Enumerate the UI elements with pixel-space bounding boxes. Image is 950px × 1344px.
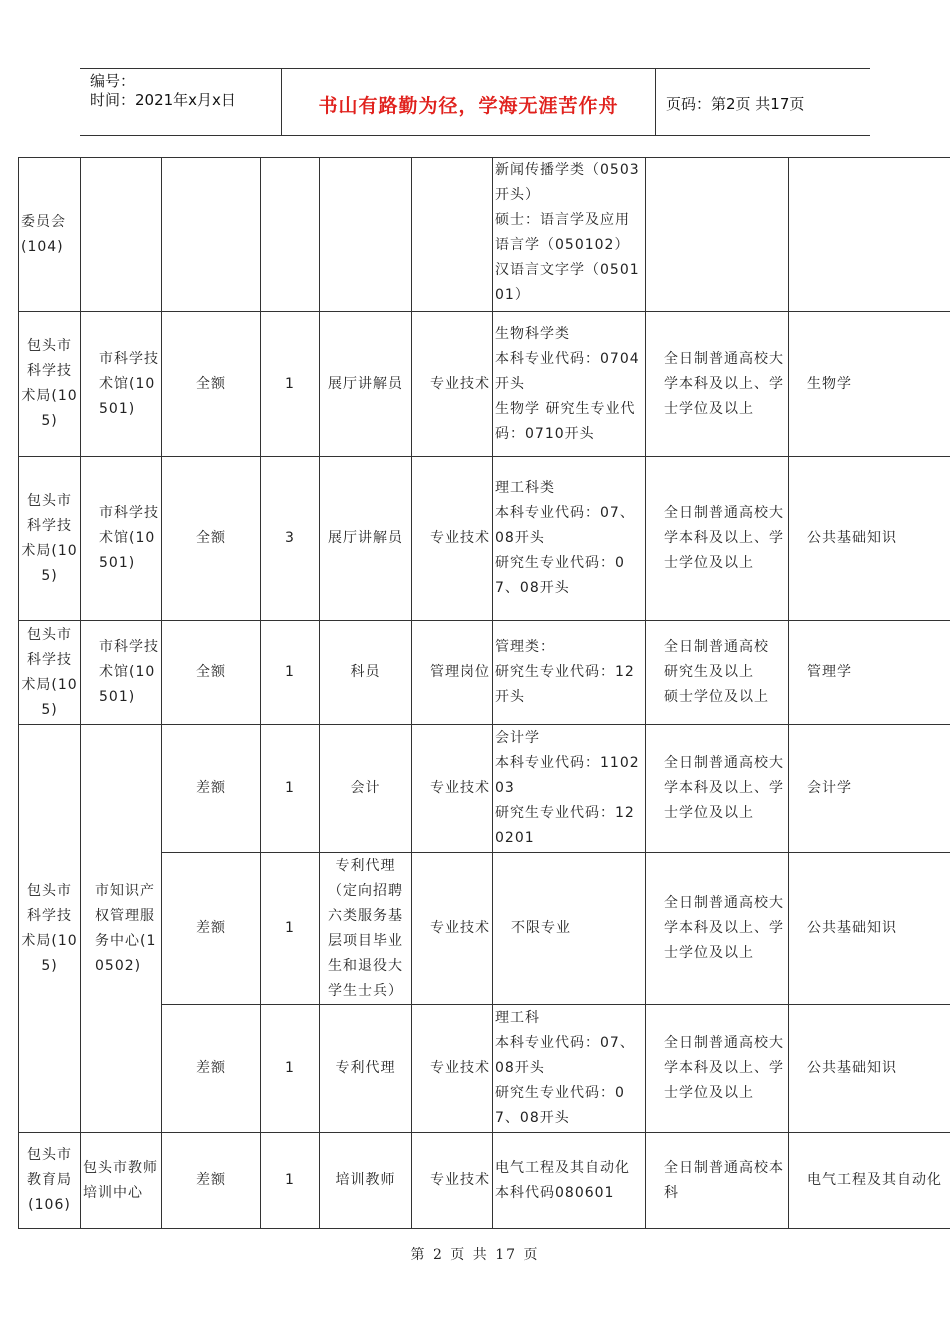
category-cell: 专业技术 [412, 312, 493, 457]
header-meta [80, 69, 282, 135]
dept-cell: 委员会 (104) [19, 158, 81, 312]
funding-cell: 全额 [162, 312, 261, 457]
exam-cell: 会计学 [789, 725, 950, 853]
education-cell: 全日制普通高校大学本科及以上、学士学位及以上 [646, 725, 789, 853]
document-number-label: 编号： [90, 72, 136, 90]
count-cell: 1 [261, 1005, 320, 1133]
position-cell: 展厅讲解员 [320, 457, 412, 621]
funding-cell: 全额 [162, 621, 261, 725]
table-row [19, 312, 950, 457]
major-cell: 管理类： 研究生专业代码：12开头 [493, 621, 646, 725]
education-cell: 全日制普通高校本科 [646, 1133, 789, 1229]
funding-cell: 差额 [162, 1133, 261, 1229]
major-cell: 电气工程及其自动化 本科代码080601 [493, 1133, 646, 1229]
position-cell: 会计 [320, 725, 412, 853]
dept-cell: 包头市科学技术局(105) [19, 457, 81, 621]
dept-cell: 包头市科学技术局(105) [19, 725, 81, 1133]
count-cell [261, 158, 320, 312]
unit-cell: 市知识产权管理服务中心(10502) [81, 725, 162, 1133]
major-cell: 生物科学类 本科专业代码：0704开头 生物学 研究生专业代码：0710开头 [493, 312, 646, 457]
table-row [19, 457, 950, 621]
unit-cell: 市科学技术馆(10501) [81, 457, 162, 621]
table-row [19, 725, 950, 853]
major-cell: 理工科类 本科专业代码：07、08开头 研究生专业代码：07、08开头 [493, 457, 646, 621]
category-cell: 管理岗位 [412, 621, 493, 725]
count-cell: 1 [261, 621, 320, 725]
dept-cell: 包头市科学技术局(105) [19, 621, 81, 725]
exam-cell: 公共基础知识 [789, 457, 950, 621]
funding-cell [162, 158, 261, 312]
funding-cell: 差额 [162, 1005, 261, 1133]
education-cell [646, 158, 789, 312]
table-row [19, 1133, 950, 1229]
category-cell: 专业技术 [412, 1133, 493, 1229]
category-cell: 专业技术 [412, 1005, 493, 1133]
unit-cell: 市科学技术馆(10501) [81, 621, 162, 725]
exam-cell: 电气工程及其自动化 [789, 1133, 950, 1229]
exam-cell: 公共基础知识 [789, 1005, 950, 1133]
position-cell [320, 158, 412, 312]
page-footer: 第 2 页 共 17 页 [410, 1247, 540, 1263]
major-cell: 不限专业 [493, 853, 646, 1005]
category-cell [412, 158, 493, 312]
exam-cell: 管理学 [789, 621, 950, 725]
count-cell: 1 [261, 312, 320, 457]
category-cell: 专业技术 [412, 725, 493, 853]
header-page-number: 页码：第2页 共17页 [666, 94, 805, 113]
exam-cell: 公共基础知识 [789, 853, 950, 1005]
position-cell: 展厅讲解员 [320, 312, 412, 457]
education-cell: 全日制普通高校 研究生及以上 硕士学位及以上 [646, 621, 789, 725]
major-cell: 理工科 本科专业代码：07、08开头 研究生专业代码：07、08开头 [493, 1005, 646, 1133]
count-cell: 1 [261, 725, 320, 853]
dept-cell: 包头市科学技术局(105) [19, 312, 81, 457]
count-cell: 1 [261, 853, 320, 1005]
education-cell: 全日制普通高校大学本科及以上、学士学位及以上 [646, 457, 789, 621]
position-cell: 培训教师 [320, 1133, 412, 1229]
unit-cell: 包头市教师培训中心 [81, 1133, 162, 1229]
document-time-label: 时间：2021年x月x日 [90, 91, 236, 109]
recruitment-table [18, 157, 950, 1229]
category-cell: 专业技术 [412, 853, 493, 1005]
count-cell: 1 [261, 1133, 320, 1229]
funding-cell: 差额 [162, 853, 261, 1005]
funding-cell: 全额 [162, 457, 261, 621]
header-motto: 书山有路勤为径，学海无涯苦作舟 [282, 69, 656, 135]
exam-cell [789, 158, 950, 312]
exam-cell: 生物学 [789, 312, 950, 457]
major-cell: 新闻传播学类（0503开头） 硕士：语言学及应用语言学（050102）汉语言文字学（050101） [493, 158, 646, 312]
funding-cell: 差额 [162, 725, 261, 853]
unit-cell: 市科学技术馆(10501) [81, 312, 162, 457]
position-cell: 专利代理 [320, 1005, 412, 1133]
page-header [80, 68, 870, 136]
table-row [19, 621, 950, 725]
education-cell: 全日制普通高校大学本科及以上、学士学位及以上 [646, 1005, 789, 1133]
category-cell: 专业技术 [412, 457, 493, 621]
education-cell: 全日制普通高校大学本科及以上、学士学位及以上 [646, 853, 789, 1005]
dept-cell: 包头市教育局(106) [19, 1133, 81, 1229]
table-row [19, 158, 950, 312]
position-cell: 科员 [320, 621, 412, 725]
position-cell: 专利代理（定向招聘六类服务基层项目毕业生和退役大学生士兵） [320, 853, 412, 1005]
unit-cell [81, 158, 162, 312]
major-cell: 会计学 本科专业代码：110203 研究生专业代码：120201 [493, 725, 646, 853]
count-cell: 3 [261, 457, 320, 621]
education-cell: 全日制普通高校大学本科及以上、学士学位及以上 [646, 312, 789, 457]
